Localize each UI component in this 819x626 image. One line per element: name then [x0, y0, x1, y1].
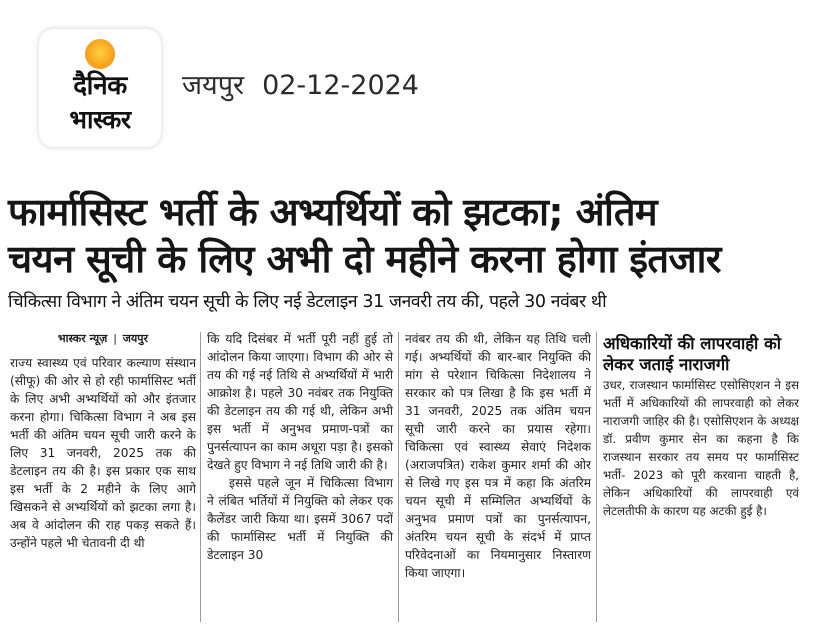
logo-text-line2: भास्कर: [69, 105, 131, 134]
article-column-2: [207, 330, 393, 622]
byline: [10, 330, 196, 348]
byline-city: जयपुर: [122, 332, 149, 345]
column-divider: [200, 332, 201, 622]
headline-line2: चयन सूची के लिए अभी दो महीने करना होगा इंतजार: [8, 237, 721, 281]
article-text-col4: उधर, राजस्थान फार्मासिस्ट एसोसिएशन ने इस भर्ती में अधिकारियों की लापरवाही को लेकर नाराजगी जाहिर की है। एसोसिएशन के अध्यक्ष डॉ. प्रवीण कुमार सेन का कहना है कि राजस्थान सरकार तय समय पर फार्मासिस्ट भर्ती- 2023 को पूरी करवाना चाहती है, लेकिन अधिकारियों की लापरवाही एवं लेटलतीफी के कारण यह अटकी हुई है।: [603, 378, 799, 518]
headline-line1: फार्मासिस्ट भर्ती के अभ्यर्थियों को झटका; अंतिम: [8, 190, 658, 234]
article-column-3: [405, 330, 591, 622]
side-story-heading: अधिकारियों की लापरवाही को लेकर जताई नाराजगी: [603, 334, 782, 374]
subheadline: चिकित्सा विभाग ने अंतिम चयन सूची के लिए नई डेटलाइन 31 जनवरी तय की, पहले 30 नवंबर थी: [8, 292, 607, 312]
article-column-1: [10, 330, 196, 622]
article-text-col2b: इससे पहले जून में चिकित्सा विभाग ने लंबित भर्तियों में नियुक्ति को लेकर एक कैलेंडर जारी किया था। इसमें 3067 पदों की फार्मासिस्ट भर्ती में नियुक्ति की डेटलाइन 30: [207, 476, 393, 562]
newspaper-logo: [38, 28, 162, 148]
sun-icon: [85, 39, 115, 69]
column-divider: [398, 332, 399, 622]
dateline-date: 02-12-2024: [262, 70, 419, 101]
logo-text-line1: दैनिक: [73, 71, 127, 101]
article-text-col1: राज्य स्वास्थ्य एवं परिवार कल्याण संस्थान (सीफू) की ओर से हो रही फार्मासिस्ट भर्ती के लिए अभी अभ्यर्थियों को और इंतजार करना होगा। चिकित्सा विभाग ने अब इस भर्ती की अंतिम चयन सूची जारी करने के लिए 31 जनवरी, 2025 तक की डेटलाइन तय की है। इस प्रकार एक साथ इस भर्ती के 2 महीने के लिए आगे खिसकने से अभ्यर्थियों को झटका लगा है। अब वे आंदोलन की राह पकड़ सकते हैं। उन्होंने पहले भी चेतावनी दी थी: [10, 356, 196, 550]
dateline: [182, 72, 419, 99]
article-text-col2a: कि यदि दिसंबर में भर्ती पूरी नहीं हुई तो आंदोलन किया जाएगा। विभाग की ओर से तय की गई नई तिथि से अभ्यर्थियों में भारी आक्रोश है। पहले 30 नवंबर तक नियुक्ति की डेटलाइन तय की गई थी, लेकिन अभी इस भर्ती में अनुभव प्रमाण-पत्रों का पुनर्सत्यापन का काम अधूरा पड़ा है। इसको देखते हुए विभाग ने नई तिथि जारी की है।: [207, 332, 393, 472]
byline-separator: |: [113, 332, 117, 345]
article-column-4: [603, 376, 799, 622]
byline-agency: भास्कर न्यूज़: [57, 332, 108, 345]
column-divider: [596, 332, 597, 622]
dateline-city: जयपुर: [182, 70, 245, 101]
article-text-col3: नवंबर तय की थी, लेकिन यह तिथि चली गई। अभ्यर्थियों की बार-बार नियुक्ति की मांग से परेशान चिकित्सा निदेशालय ने सरकार को पत्र लिखा है कि इस भर्ती में 31 जनवरी, 2025 तक अंतिम चयन सूची जारी करने का प्रयास रहेगा। चिकित्सा एवं स्वास्थ्य सेवाएं निदेशक (अराजपत्रित) राकेश कुमार शर्मा की ओर से लिखे गए इस पत्र में कहा कि अंतरिम चयन सूची में सम्मिलित अभ्यर्थियों के अनुभव प्रमाण पत्रों का पुनर्सत्यापन, अंतरिम चयन सूची के संदर्भ में प्राप्त परिवेदनाओं का नियमानुसार निस्तारण किया जाएगा।: [405, 332, 591, 580]
